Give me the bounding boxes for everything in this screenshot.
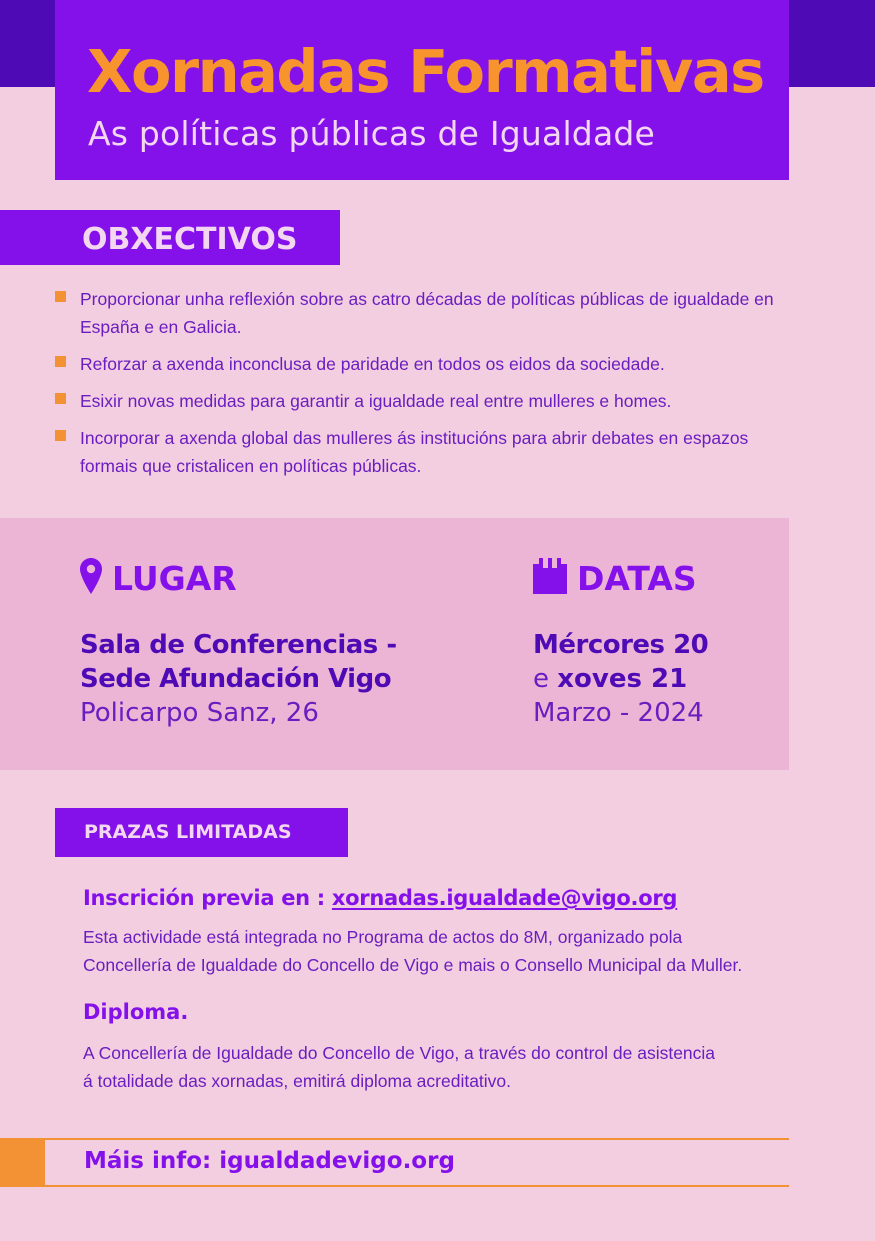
objective-text: Reforzar a axenda inconclusa de paridade en todos os eidos da sociedade. <box>80 354 665 374</box>
square-bullet-icon <box>55 291 66 302</box>
objective-item <box>55 387 785 415</box>
date-line-2 <box>533 662 708 696</box>
diploma-heading: Diploma. <box>83 1000 189 1024</box>
footer-bottom-rule <box>0 1185 789 1187</box>
dates-heading: DATAS <box>577 558 697 598</box>
footer-accent-block <box>0 1138 45 1187</box>
objective-text: Proporcionar unha reflexión sobre as catro décadas de políticas públicas de igualdade en España e en Galicia. <box>80 289 774 337</box>
objective-item <box>55 350 785 378</box>
objectives-list <box>55 285 785 489</box>
more-info-link[interactable]: Máis info: igualdadevigo.org <box>84 1148 455 1174</box>
square-bullet-icon <box>55 393 66 404</box>
objectives-heading-bar <box>0 210 340 265</box>
venue-line-2: Sede Afundación Vigo <box>80 664 392 694</box>
date-month-year: Marzo - 2024 <box>533 698 704 728</box>
date-second-day: xoves 21 <box>557 664 688 694</box>
square-bullet-icon <box>55 356 66 367</box>
event-info-box <box>0 518 789 770</box>
dates-section <box>533 558 708 730</box>
page-title: Xornadas Formativas <box>87 37 764 106</box>
registration-label: Inscrición previa en : <box>83 886 325 910</box>
diploma-description <box>83 1039 803 1095</box>
date-conjunction: e <box>533 664 549 694</box>
objective-item <box>55 285 785 341</box>
registration-email-link[interactable]: xornadas.igualdade@vigo.org <box>331 886 678 910</box>
top-left-band <box>0 0 56 87</box>
diploma-text-line-2: á totalidade das xornadas, emitirá diploma acreditativo. <box>83 1071 512 1091</box>
header-banner <box>55 0 789 180</box>
footer-top-rule <box>0 1138 789 1140</box>
page-subtitle: As políticas públicas de Igualdade <box>88 114 656 153</box>
limited-places-label: PRAZAS LIMITADAS <box>84 821 292 843</box>
objective-text: Incorporar a axenda global das mulleres ás institucións para abrir debates en espazos formais que cristalicen en políticas públicas. <box>80 428 749 476</box>
location-heading: LUGAR <box>112 558 237 598</box>
square-bullet-icon <box>55 430 66 441</box>
location-pin-icon <box>80 558 102 598</box>
top-right-band <box>789 0 875 87</box>
diploma-text-line-1: A Concellería de Igualdade do Concello de Vigo, a través do control de asistencia <box>83 1043 716 1063</box>
objectives-heading: OBXECTIVOS <box>82 222 298 257</box>
registration-description <box>83 923 803 979</box>
location-section <box>80 558 397 730</box>
venue-line-1: Sala de Conferencias - <box>80 630 397 660</box>
date-line-1: Mércores 20 <box>533 630 709 660</box>
objective-item <box>55 424 785 480</box>
calendar-icon <box>533 558 567 598</box>
venue-address: Policarpo Sanz, 26 <box>80 698 319 728</box>
registration-text-line-1: Esta actividade está integrada no Programa de actos do 8M, organizado pola <box>83 927 683 947</box>
registration-line <box>83 886 677 910</box>
registration-text-line-2: Concellería de Igualdade do Concello de Vigo e mais o Consello Municipal da Muller. <box>83 955 743 975</box>
objective-text: Esixir novas medidas para garantir a igualdade real entre mulleres e homes. <box>80 391 672 411</box>
limited-places-banner <box>55 808 348 857</box>
